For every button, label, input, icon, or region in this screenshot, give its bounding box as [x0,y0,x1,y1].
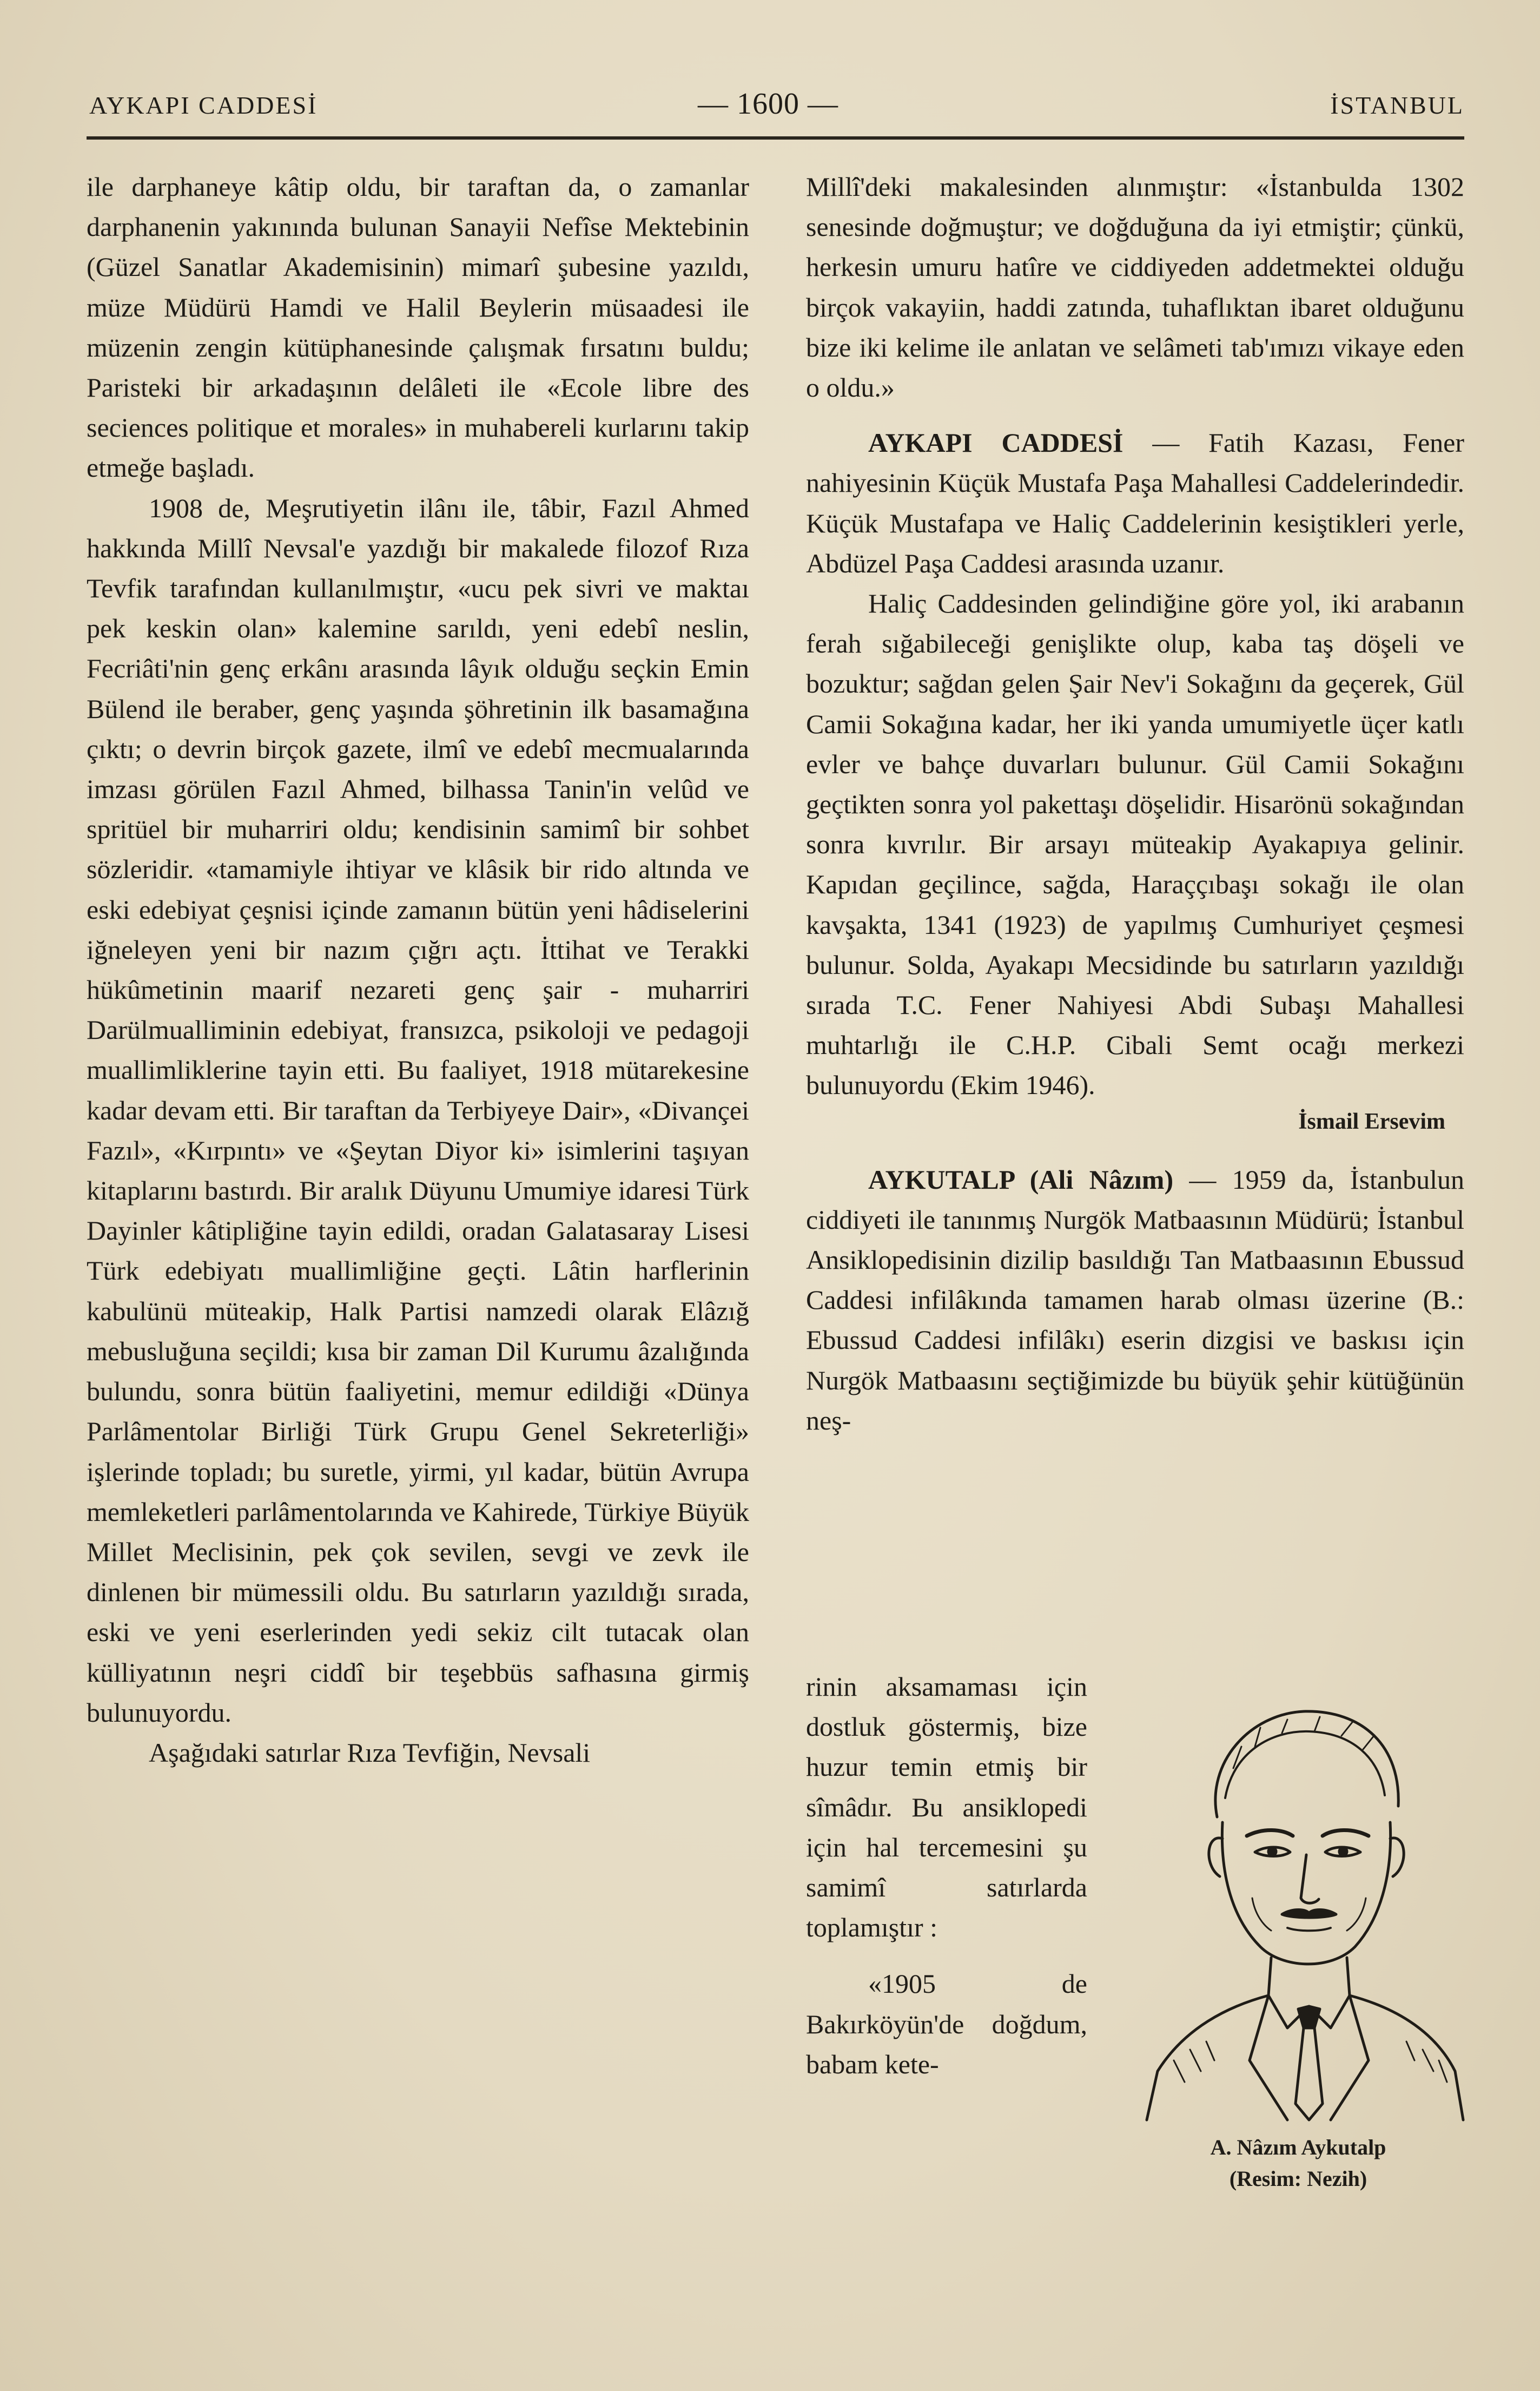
portrait-caption [1125,2132,1471,2195]
entry-body: — Fatih Kazası, Fener nahiyesinin Küçük Mustafa Paşa Mahallesi Caddelerindedir. Küçük Mustafapa ve Haliç Caddelerinin kesiştikleri yerle, Abdüzel Paşa Caddesi arasında uzanır. [806,427,1464,578]
author-signature: İsmail Ersevim [1298,1109,1445,1134]
left-column [87,167,749,1773]
right-paragraph-2: Haliç Caddesinden gelindiğine göre yol, iki arabanın ferah sığabileceği genişlikte olup, kaba taş döşeli ve bozuktur; sağdan gelen Şair Nev'i Sokağını da geçerek, Gül Camii Sokağına kadar, her iki yanda umumiyetle üçer katlı evler ve bahçe duvarları bulunur. Gül Camii Sokağını geçtikten sonra yol pakettaşı döşelidir. Hisarönü sokağından sonra kıvrılır. Bir arsayı müteakip Ayakapıya gelinir. Kapıdan geçilince, sağda, Haraççıbaşı sokağı ile olan kavşakta, 1341 (1923) de yapılmış Cumhuriyet çeşmesi bulunur. Solda, Ayakapı Mecsidinde bu satırların yazıldığı sırada T.C. Fener Nahiyesi Abdi Subaşı Mahallesi muhtarlığı ile C.H.P. Cibali Semt ocağı merkezi bulunuyordu (Ekim 1946). [806,588,1464,1101]
right-paragraph-1: Millî'deki makalesinden alınmıştır: «İstanbulda 1302 senesinde doğmuştur; ve doğduğuna da iyi etmiştir; çünkü, herkesin umuru hatîre ve ciddiyeden addetmektei olduğu birçok vakayiin, haddi zatında, tuhaflıktan ibaret olduğunu bize iki kelime ile anlatan ve selâmeti tab'ımızı vikaye eden o oldu.» [806,172,1464,403]
wrap-paragraph-1: rinin aksamaması için dostluk göstermiş, bize huzur temin etmiş bir sîmâdır. Bu ansiklopedi için hal tercemesini şu samimî satırlarda toplamıştır : [806,1671,1087,1943]
right-column [806,167,1464,1440]
wrap-paragraph-2: «1905 de Bakırköyün'de doğdum, babam kete- [806,1968,1087,2079]
portrait-caption-credit: (Resim: Nezih) [1229,2166,1367,2191]
left-paragraph-1: ile darphaneye kâtip oldu, bir taraftan da, o zamanlar darphanenin yakınında bulunan Sanayii Nefîse Mektebinin (Güzel Sanatlar Akademisinin) mimarî şubesine yazıldı, müze Müdürü Hamdi ve Halil Beylerin müsaadesi ile müzenin zengin kütüphanesinde çalışmak fırsatını buldu; Paristeki bir arkadaşının delâleti ile «Ecole libre des seciences politique et morales» in muhabereli kurlarını takip etmeğe başladı. [87,172,749,483]
page-number: — 1600 — [698,87,838,121]
entry-heading: AYKAPI CADDESİ [868,427,1123,458]
entry-body: — 1959 da, İstanbulun ciddiyeti ile tanınmış Nurgök Matbaasının Müdürü; İstanbul Ansiklopedisinin dizilip basıldığı Tan Matbaasının Ebussud Caddesi infilâkında tamamen harab olması üzerine (B.: Ebussud Caddesi infilâkı) eserin dizgisi ve baskısı için Nurgök Matbaasını seçtiğimizde bu büyük şehir kütüğünün neş- [806,1164,1465,1435]
running-header-right: İSTANBUL [1330,91,1464,119]
running-header-left: AYKAPI CADDESİ [89,91,318,119]
portrait-drawing-icon [1125,1682,1471,2125]
portrait-caption-name: A. Nâzım Aykutalp [1210,2135,1386,2159]
wrapped-text-column [806,1667,1087,2084]
entry-aykapi-caddesi [806,423,1464,583]
left-paragraph-2: 1908 de, Meşrutiyetin ilânı ile, tâbir, Fazıl Ahmed hakkında Millî Nevsal'e yazdığı bir makalede filozof Rıza Tevfik tarafından kullanılmıştır, «ucu pek sivri ve maktaı pek keskin olan» kalemine sarıldı, yeni edebî neslin, Fecriâti'nin genç erkânı arasında lâyık olduğu seçkin Emin Bülend ile beraber, genç yaşında şöhretinin ilk basamağına çıktı; o devrin birçok gazete, ilmî ve edebî mecmualarında imzası görülen Fazıl Ahmed, bilhassa Tanin'in velûd ve spritüel bir muharriri oldu; kendisinin samimî bir sohbet sözleridir. «tamamiyle ihtiyar ve klâsik bir rido altında ve eski edebiyat çeşnisi içinde zamanın bütün yeni hâdiselerini iğneleyen yeni bir nazım çığrı açtı. İttihat ve Terakki hükûmetinin maarif nezareti genç şair - muharriri Darülmualliminin edebiyat, fransızca, psikoloji ve pedagoji muallimliklerine tayin etti. Bu faaliyet, 1918 mütarekesine kadar devam etti. Bir taraftan da Terbiyeye Dair», «Divançei Fazıl», «Kırpıntı» ve «Şeytan Diyor ki» isimlerini taşıyan kitaplarını bastırdı. Bir aralık Düyunu Umumiye idaresi Türk Dayinler kâtipliğine tayin edildi, oradan Galatasaray Lisesi Türk edebiyatı muallimliğine geçti. Lâtin harflerinin kabulünü müteakip, Halk Partisi namzedi olarak Elâzığ mebusluğuna seçildi; kısa bir zaman Dil Kurumu âzalığında bulundu, sonra bütün faaliyetini, memur edildiği «Dünya Parlâmentolar Birliği Türk Grupu Genel Sekreterliği» işlerinde topladı; bu suretle, yirmi, yıl kadar, bütün Avrupa memleketleri parlâmentolarında ve Kahirede, Türkiye Büyük Millet Meclisinin, pek çok sevilen, sevgi ve zevk ile dinlenen bir mümessili oldu. Bu satırların yazıldığı sırada, eski ve yeni eserlerinden yedi sekiz cilt tutacak olan külliyatının neşri ciddî bir teşebbüs safhasına girmiş bulunuyordu. [87,492,749,1728]
header-rule [87,136,1464,140]
entry-heading: AYKUTALP (Ali Nâzım) [868,1164,1174,1195]
entry-aykutalp [806,1160,1464,1440]
left-paragraph-3: Aşağıdaki satırlar Rıza Tevfiğin, Nevsali [149,1737,591,1768]
